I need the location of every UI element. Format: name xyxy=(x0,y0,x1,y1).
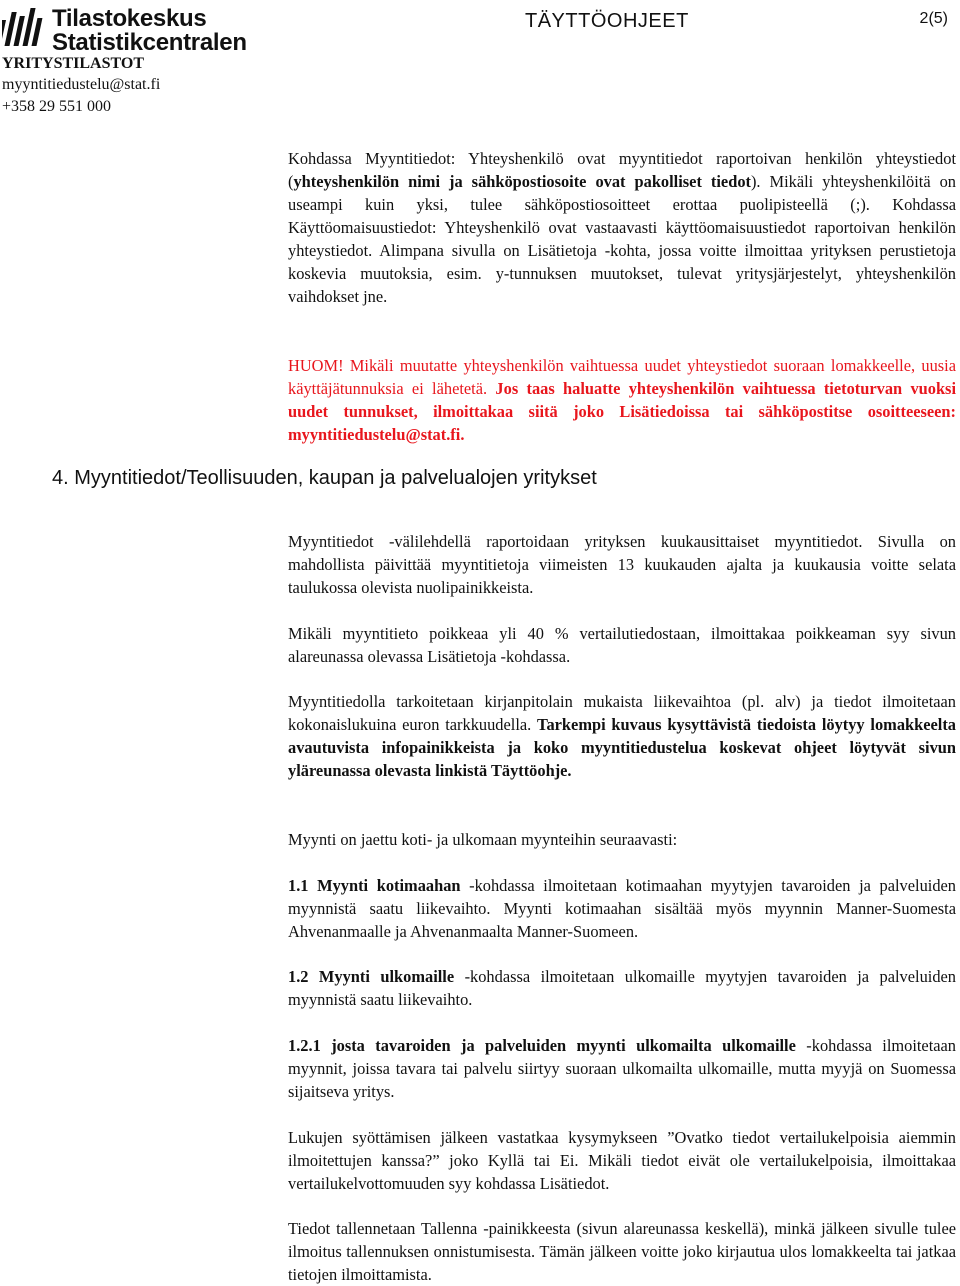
p7-text: -kohdassa ilmoitetaan ulkomaille myytyjen tavaroiden ja palveluiden myynnistä saatu liikevaihto. xyxy=(288,967,956,1009)
p6-bold-text: 1.1 Myynti kotimaahan xyxy=(288,876,461,895)
statistics-finland-logo xyxy=(2,4,247,54)
section-heading: 4. Myyntitiedot/Teollisuuden, kaupan ja palvelualojen yritykset xyxy=(52,467,597,489)
foreign-sales-paragraph xyxy=(288,965,956,1011)
logo-text-sv: Statistikcentralen xyxy=(52,29,247,56)
p4-bold-text: Tarkempi kuvaus kysyttävistä tiedoista löytyy lomakkeelta avautuvista infopainikkeista ja koko myyntitiedustelua koskevat ohjeet löytyvät sivun yläreunassa olevasta linkistä Täyttöohje. xyxy=(288,715,956,780)
sales-tab-paragraph: Myyntitiedot -välilehdellä raportoidaan yrityksen kuukausittaiset myyntitiedot. Sivulla on mahdollista päivittää myyntitietoja viimeisten 13 kuukauden ajalta ja kuukausia voitte selata taulukossa olevista nuolipainikkeista. xyxy=(288,532,956,597)
domestic-sales-paragraph xyxy=(288,874,956,943)
p1-bold-text: yhteyshenkilön nimi ja sähköpostiosoite ovat pakolliset tiedot xyxy=(293,172,751,191)
page-number: 2(5) xyxy=(919,10,948,27)
comparability-paragraph: Lukujen syöttämisen jälkeen vastatkaa kysymykseen ”Ovatko tiedot vertailukelpoisia aiemmin ilmoitettujen kanssa?” joko Kyllä tai Ei. Mikäli tiedot eivät ole vertailukelpoisia, ilmoittakaa vertailukelvottomuuden syy kohdassa Lisätiedot. xyxy=(288,1128,956,1193)
huom-bold-text: Jos taas haluatte yhteyshenkilön vaihtuessa tietoturvan vuoksi uudet tunnukset, ilmoittakaa siitä joko Lisätiedoissa tai sähköpostitse osoitteeseen: myyntitiedustelu@stat.fi. xyxy=(288,379,956,444)
p1-text-a: Kohdassa Myyntitiedot: Yhteyshenkilö ovat myyntitiedot raportoivan henkilön yhteystiedot ( xyxy=(288,149,956,191)
p7-bold-text: 1.2 Myynti ulkomaille xyxy=(288,967,455,986)
document-title: TÄYTTÖOHJEET xyxy=(525,10,689,32)
contact-phone: +358 29 551 000 xyxy=(2,98,112,115)
p1-text-c: ). Mikäli yhteyshenkilöitä on useampi kuin yksi, tulee sähköpostiosoitteet erottaa puolipisteellä (;). Kohdassa Käyttöomaisuustiedot: Yhteyshenkilö ovat vastaavasti käyttöomaisuustiedot raportoivan henkilön yhteystiedot. Alimpana sivulla on Lisätietoja -kohta, jossa voitte ilmoittaa yrityksen perustietoja koskevia muutoksia, esim. y-tunnuksen muutokset, tulevat yritysjärjestelyt, yhteyshenkilön vaihdokset jne. xyxy=(288,172,956,306)
p8-bold-text: 1.2.1 josta tavaroiden ja palveluiden myynti ulkomailta ulkomaille xyxy=(288,1036,796,1055)
sales-definition-paragraph xyxy=(288,690,956,782)
abroad-to-abroad-paragraph xyxy=(288,1034,956,1103)
p6-text: -kohdassa ilmoitetaan kotimaahan myytyjen tavaroiden ja palveluiden myynnistä saatu liikevaihto. Myynti kotimaahan sisältää myös myynnin Manner-Suomesta Ahvenanmaalle ja Ahvenanmaalta Manner-Suomeen. xyxy=(288,876,956,941)
save-instructions-paragraph: Tiedot tallennetaan Tallenna -painikkeesta (sivun alareunassa keskellä), minkä jälkeen sivulle tulee ilmoitus tallennuksen onnistumisesta. Tämän jälkeen voitte joko kirjautua ulos lomakkeelta tai jatkaa tietojen ilmoittamista. xyxy=(288,1219,956,1284)
logo-text-fi: Tilastokeskus xyxy=(52,5,207,32)
huom-text-a: HUOM! Mikäli muutatte yhteyshenkilön vaihtuessa uudet yhteystiedot suoraan lomakkeelle, uusia käyttäjätunnuksia ei lähetetä. xyxy=(288,356,956,398)
deviation-paragraph: Mikäli myyntitieto poikkeaa yli 40 % vertailutiedostaan, ilmoittakaa poikkeaman syy sivun alareunassa olevassa Lisätietoja -kohdassa. xyxy=(288,624,956,666)
contact-info-paragraph xyxy=(288,147,956,308)
department-name: YRITYSTILASTOT xyxy=(2,55,144,72)
logo-bars-icon xyxy=(2,6,48,54)
p8-text: -kohdassa ilmoitetaan myynnit, joissa tavara tai palvelu siirtyy suoraan ulkomailta ulkomaille, mutta myyjä on Suomessa sijaitseva yritys. xyxy=(288,1036,956,1101)
p4-text-a: Myyntitiedolla tarkoitetaan kirjanpitolain mukaista liikevaihtoa (pl. alv) ja tiedot ilmoitetaan kokonaislukuina euron tarkkuudella. xyxy=(288,692,956,734)
sales-split-paragraph: Myynti on jaettu koti- ja ulkomaan myynteihin seuraavasti: xyxy=(288,830,678,849)
contact-email: myyntitiedustelu@stat.fi xyxy=(2,76,161,93)
huom-notice xyxy=(288,354,956,446)
